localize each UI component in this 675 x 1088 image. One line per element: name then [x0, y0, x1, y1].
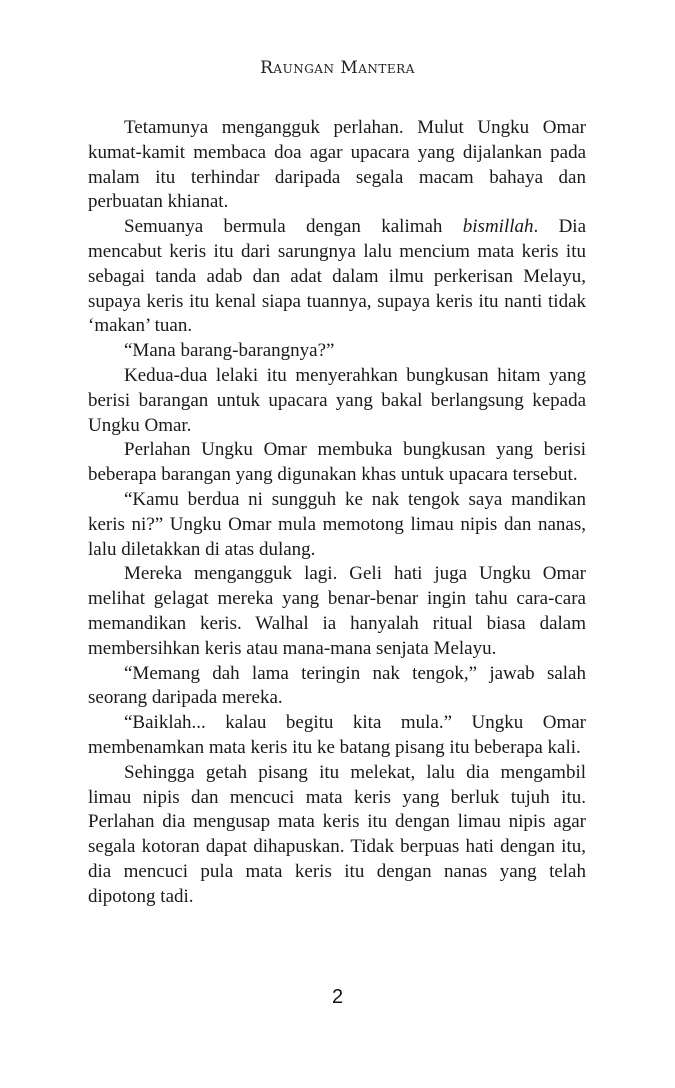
paragraph	[88, 215, 586, 339]
paragraph-text: . Dia mencabut keris itu dari sarungnya lalu mencium mata keris itu sebagai tanda adab dan adat dalam ilmu perkerisan Melayu, supaya keris itu kenal siapa tuannya, supaya keris itu nanti tidak ‘makan’ tuan.	[88, 216, 587, 337]
paragraph: “Mana barang-barangnya?”	[124, 340, 335, 362]
page-number: 2	[331, 986, 344, 1008]
paragraph: Sehingga getah pisang itu melekat, lalu dia mengambil limau nipis dan mencuci mata keris yang berluk tujuh itu. Perlahan dia mengusap mata keris itu dengan limau nipis agar segala kotoran dapat dihapuskan. Tidak berpuas hati dengan itu, dia mencuci pula mata keris itu dengan nanas yang telah dipotong tadi.	[88, 761, 586, 907]
paragraph: “Baiklah... kalau begitu kita mula.” Ungku Omar membenamkan mata keris itu ke batang pisang itu beberapa kali.	[88, 712, 586, 758]
paragraph: Perlahan Ungku Omar membuka bungkusan yang berisi beberapa barangan yang digunakan khas untuk upacara tersebut.	[88, 439, 586, 486]
paragraph: “Memang dah lama teringin nak tengok,” jawab salah seorang daripada mereka.	[88, 662, 586, 709]
paragraph: Tetamunya mengangguk perlahan. Mulut Ungku Omar kumat-kamit membaca doa agar upacara yang dijalankan pada malam itu terhindar daripada segala macam bahaya dan perbuatan khianat.	[88, 117, 586, 213]
italic-term: bismillah	[462, 216, 534, 238]
paragraph: Mereka mengangguk lagi. Geli hati juga Ungku Omar melihat gelagat mereka yang benar-benar ingin tahu cara-cara memandikan keris. Walhal ia hanyalah ritual biasa dalam membersihkan keris atau mana-mana senjata Melayu.	[88, 563, 586, 659]
paragraph: Kedua-dua lelaki itu menyerahkan bungkusan hitam yang berisi barangan untuk upacara yang bakal berlangsung kepada Ungku Omar.	[88, 364, 586, 436]
body-text	[88, 116, 586, 910]
paragraph: “Kamu berdua ni sungguh ke nak tengok saya mandikan keris ni?” Ungku Omar mula memotong limau nipis dan nanas, lalu diletakkan di atas dulang.	[88, 488, 586, 560]
paragraph-text: Semuanya bermula dengan kalimah	[124, 216, 463, 238]
running-head-title: Raungan Mantera	[260, 58, 415, 78]
